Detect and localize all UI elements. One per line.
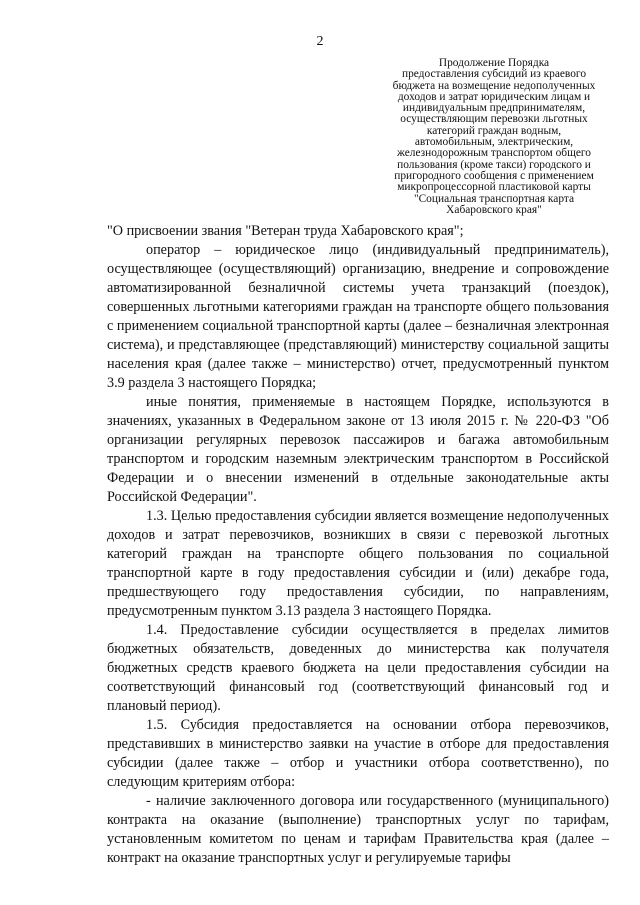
paragraph: иные понятия, применяемые в настоящем Порядке, используются в значениях, указанных в Федеральном законе от 13 июля 2015 г. № 220-ФЗ "Об организации регулярных перевозок пассажиров и багажа автомобильным транспортом и городским наземным электрическим транспортом в Российской Федерации и о внесении изменений в отдельные законодательные акты Российской Федерации". (107, 394, 609, 505)
header-line: осуществляющим перевозки льготных (400, 113, 588, 126)
header-line: "Социальная транспортная карта (413, 192, 575, 205)
header-line: Хабаровского края" (446, 203, 542, 216)
page-number: 2 (316, 34, 324, 49)
header-line: железнодорожным транспортом общего (396, 147, 591, 160)
header-line: индивидуальным предпринимателям, (402, 102, 586, 115)
header-line: Продолжение Порядка (438, 57, 550, 69)
header-line: пользования (кроме такси) городского и (397, 158, 591, 171)
header-line: предоставления субсидий из краевого (401, 68, 587, 81)
paragraph: 1.3. Целью предоставления субсидии является возмещение недополученных доходов и затрат перевозчиков, возникших в связи с перевозкой льготных категорий граждан на транспорте общего пользования по социальной транспортной карте в году предоставления субсидии и (или) декабре года, предшествующего году предоставления субсидии, по направлениям, предусмотренным пунктом 3.13 раздела 3 настоящего Порядка. (107, 508, 609, 619)
header-line: микропроцессорной пластиковой карты (397, 181, 591, 194)
paragraph: 1.4. Предоставление субсидии осуществляется в пределах лимитов бюджетных обязательств, доведенных до министерства как получателя бюджетных средств краевого бюджета на цели предоставления субсидии на соответствующий финансовый год (соответствующий финансовый год и плановый период). (107, 622, 609, 714)
header-line: автомобильным, электрическим, (414, 136, 574, 149)
paragraph: 1.5. Субсидия предоставляется на основании отбора перевозчиков, представивших в министерство заявки на участие в отборе для предоставления субсидии (далее также – отбор и участники отбора соответственно), по следующим критериям отбора: (107, 717, 609, 790)
header-block (378, 58, 610, 216)
paragraph: - наличие заключенного договора или государственного (муниципального) контракта на оказание (выполнение) транспортных услуг по тарифам, установленным комитетом по ценам и тарифам Правительства края (далее – контракт на оказание транспортных услуг и регулируемые тарифы (107, 793, 609, 866)
paragraph: "О присвоении звания "Ветеран труда Хабаровского края"; (107, 223, 464, 239)
header-line: доходов и затрат юридическим лицам и (397, 90, 591, 103)
paragraph: оператор – юридическое лицо (индивидуальный предприниматель), осуществляющее (осуществляющий) организацию, внедрение и сопровождение автоматизированной безналичной системы учета транзакций (поездок), совершенных льготными категориями граждан на транспорте общего пользования с применением социальной транспортной карты (далее – безналичная электронная система), и представляющее (представляющий) министерству социальной защиты населения края (далее также – министерство) отчет, предусмотренный пунктом 3.9 раздела 3 настоящего Порядка; (107, 242, 609, 391)
header-line: пригородного сообщения с применением (394, 169, 594, 182)
header-line: категорий граждан водным, (426, 124, 562, 137)
body-text (107, 222, 609, 868)
header-line: бюджета на возмещение недополученных (392, 79, 596, 92)
